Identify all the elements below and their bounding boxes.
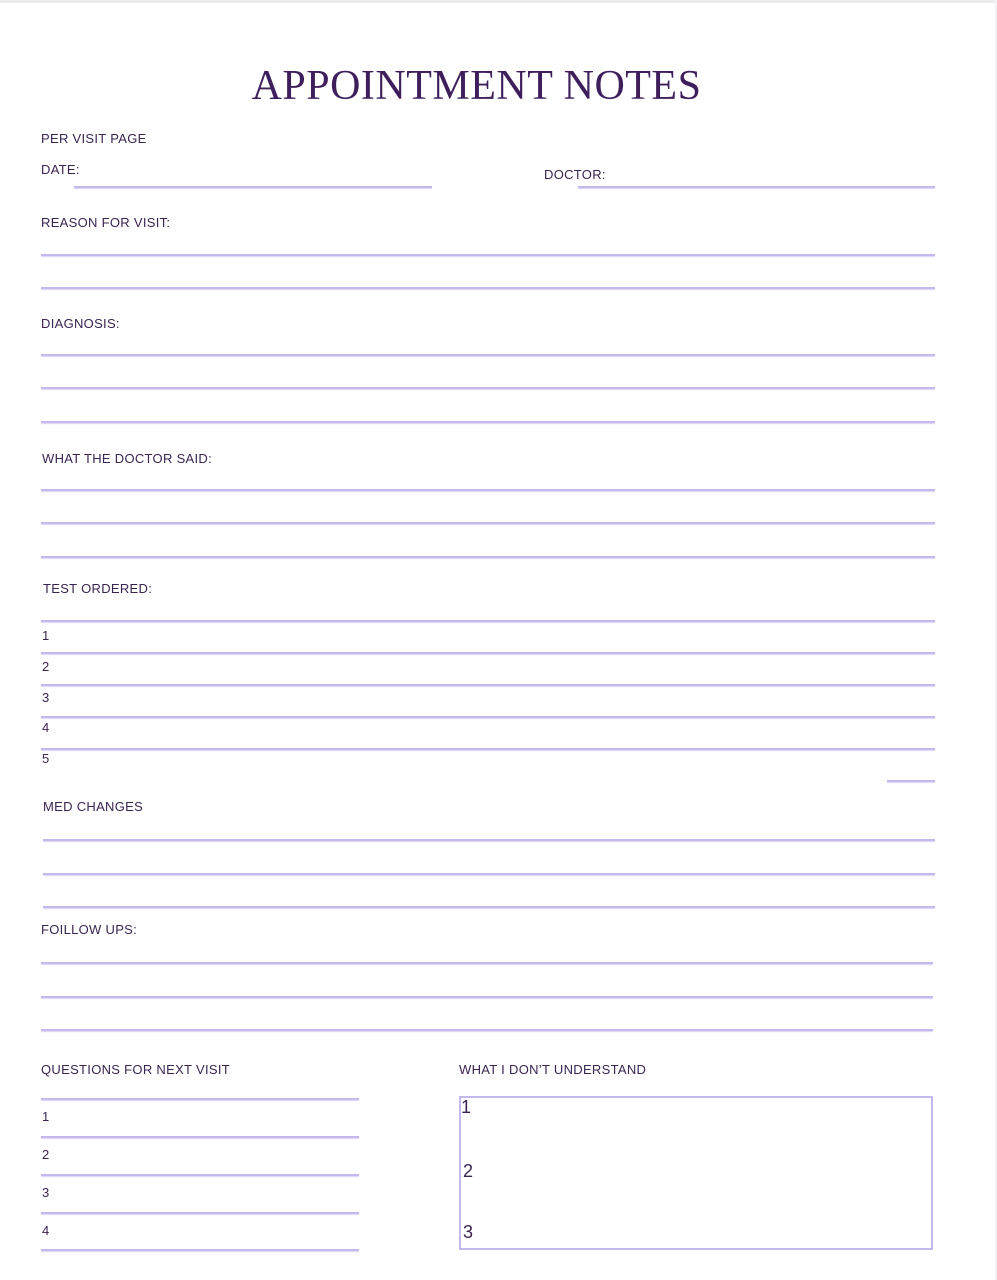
questions-line[interactable]: [41, 1249, 359, 1251]
subtitle: PER VISIT PAGE: [41, 131, 147, 146]
question-number: 4: [42, 1223, 50, 1238]
doctor-said-line[interactable]: [41, 556, 935, 558]
question-number: 3: [42, 1185, 50, 1200]
dont-understand-number: 1: [461, 1097, 472, 1117]
page-title: APPOINTMENT NOTES: [251, 63, 702, 109]
doctor-said-line[interactable]: [41, 489, 935, 491]
questions-line[interactable]: [41, 1136, 359, 1138]
questions-line[interactable]: [41, 1098, 359, 1100]
doctor-said-line[interactable]: [41, 522, 935, 524]
test-number: 1: [42, 628, 50, 643]
dont-understand-number: 3: [463, 1222, 474, 1242]
diagnosis-line[interactable]: [41, 421, 935, 423]
tests-line[interactable]: [41, 716, 935, 718]
med-changes-label: MED CHANGES: [43, 799, 144, 814]
followups-line[interactable]: [41, 996, 933, 998]
tests-label: TEST ORDERED:: [43, 581, 153, 596]
test-number: 2: [42, 659, 50, 674]
tests-line[interactable]: [41, 652, 935, 654]
date-line[interactable]: [74, 186, 432, 188]
question-number: 1: [42, 1109, 50, 1124]
questions-line[interactable]: [41, 1212, 359, 1214]
dont-understand-label: WHAT I DON’T UNDERSTAND: [459, 1062, 647, 1077]
stray-line: [887, 780, 935, 782]
med-changes-line[interactable]: [43, 873, 935, 875]
doctor-line[interactable]: [578, 186, 935, 188]
med-changes-line[interactable]: [43, 906, 935, 908]
followups-line[interactable]: [41, 1029, 933, 1031]
test-number: 4: [42, 720, 50, 735]
question-number: 2: [42, 1147, 50, 1162]
dont-understand-number: 2: [463, 1161, 474, 1181]
top-border: [0, 0, 997, 3]
diagnosis-label: DIAGNOSIS:: [41, 316, 120, 331]
tests-line[interactable]: [41, 684, 935, 686]
tests-line[interactable]: [41, 748, 935, 750]
followups-label: FOILLOW UPS:: [41, 922, 138, 937]
reason-label: REASON FOR VISIT:: [41, 215, 171, 230]
med-changes-line[interactable]: [43, 839, 935, 841]
reason-line[interactable]: [41, 254, 935, 256]
reason-line[interactable]: [41, 287, 935, 289]
dont-understand-box[interactable]: [459, 1096, 933, 1250]
diagnosis-line[interactable]: [41, 387, 935, 389]
doctor-said-label: WHAT THE DOCTOR SAID:: [42, 451, 213, 466]
diagnosis-line[interactable]: [41, 354, 935, 356]
questions-label: QUESTIONS FOR NEXT VISIT: [41, 1062, 230, 1077]
test-number: 3: [42, 690, 50, 705]
doctor-label: DOCTOR:: [544, 167, 606, 182]
date-label: DATE:: [41, 162, 80, 177]
tests-line[interactable]: [41, 620, 935, 622]
questions-line[interactable]: [41, 1174, 359, 1176]
followups-line[interactable]: [41, 962, 933, 964]
test-number: 5: [42, 751, 50, 766]
